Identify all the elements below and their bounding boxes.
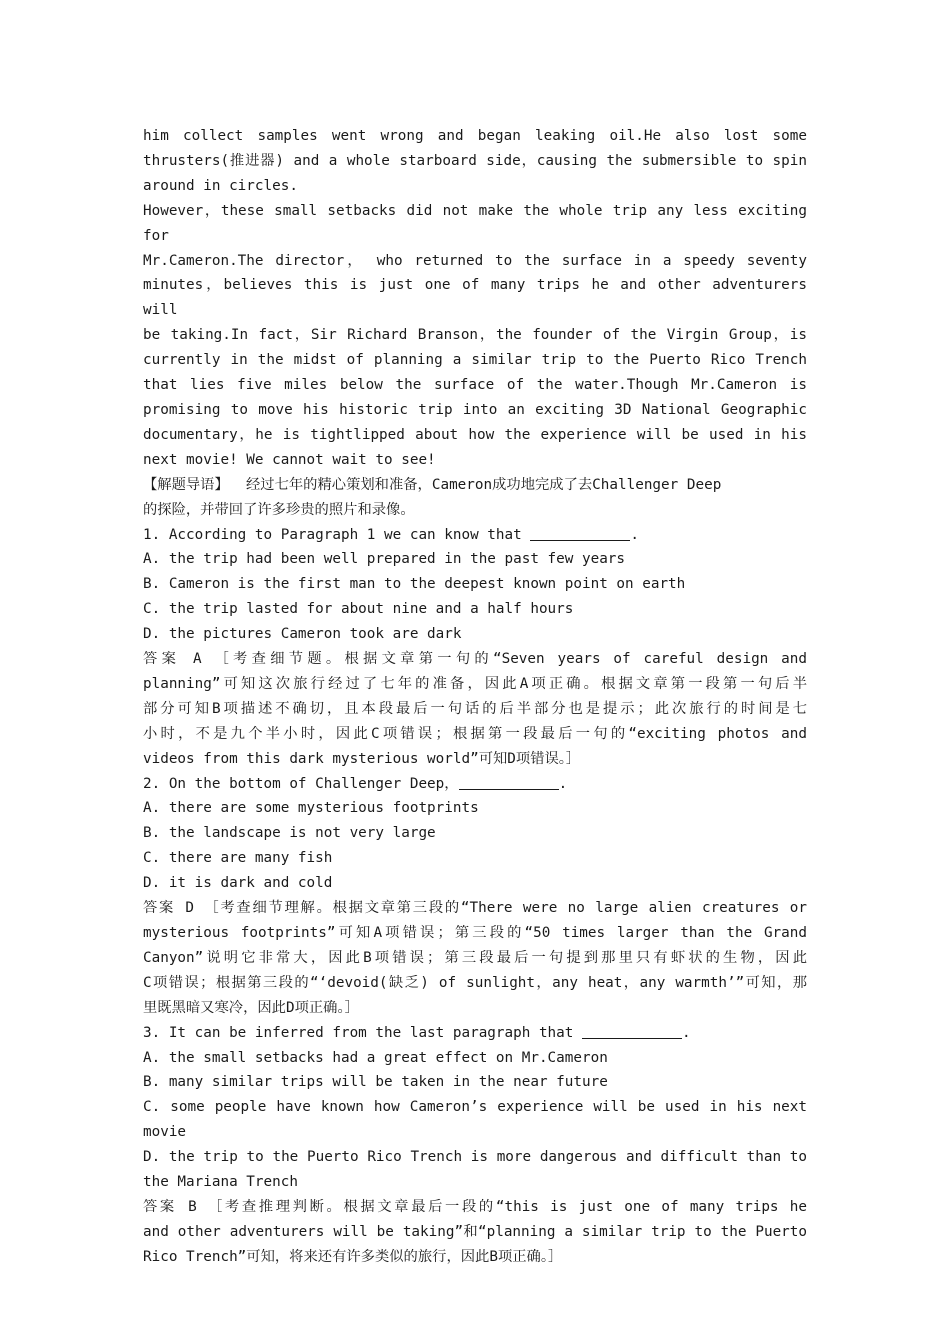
answer-blank (459, 774, 559, 790)
question-stem: 3. It can be inferred from the last paragraph that . (143, 1024, 691, 1041)
answer-line: mysterious footprints”可知A项错误；第三段的“50 times larger than the Grand (143, 925, 807, 941)
guide-line-2: 的探险，并带回了许多珍贵的照片和录像。 (143, 501, 415, 518)
answer-line: 里既黑暗又寒冷，因此D项正确。］ (143, 999, 359, 1016)
answer-line: C项错误；根据第三段的“‘devoid(缺乏) of sunlight，any heat，any warmth’”可知，那 (143, 974, 807, 991)
option-d: D. it is dark and cold (143, 875, 333, 892)
option-d-continued: the Mariana Trench (143, 1174, 298, 1191)
option-a: A. there are some mysterious footprints (143, 800, 479, 817)
option-b: B. Cameron is the first man to the deepest known point on earth (143, 576, 686, 593)
guide-line (143, 473, 807, 498)
question-1 (143, 523, 807, 772)
option-b: B. many similar trips will be taken in the near future (143, 1074, 608, 1091)
option-c: C. there are many fish (143, 850, 333, 867)
answer-line: and other adventurers will be taking”和“planning a similar trip to the Puerto (143, 1223, 807, 1240)
passage-line: him collect samples went wrong and began leaking oil.He also lost some (143, 128, 807, 144)
answer-line: videos from this dark mysterious world”可知D项错误。］ (143, 750, 581, 767)
guide-text: 经过七年的精心策划和准备，Cameron成功地完成了去Challenger Deep (228, 476, 722, 493)
passage-line: promising to move his historic trip into an exciting 3D National Geographic (143, 401, 807, 418)
passage (143, 124, 807, 473)
option-c-continued: movie (143, 1124, 187, 1141)
passage-line: around in circles. (143, 177, 298, 194)
document-page (143, 124, 807, 1270)
guide-section (143, 473, 807, 523)
passage-line: documentary，he is tightlipped about how the experience will be used in his (143, 426, 807, 443)
option-d: D. the pictures Cameron took are dark (143, 626, 462, 643)
answer-line: Canyon”说明它非常大，因此B项错误；第三段最后一句提到那里只有虾状的生物，因此 (143, 949, 807, 966)
passage-line: However，these small setbacks did not make the whole trip any less exciting for (143, 202, 807, 244)
passage-line: thrusters(推进器) and a whole starboard side，causing the submersible to spin (143, 152, 807, 169)
question-stem: 2. On the bottom of Challenger Deep， . (143, 775, 568, 792)
answer-line: 部分可知B项描述不确切，且本段最后一句话的后半部分也是提示；此次旅行的时间是七 (143, 700, 807, 717)
answer-line: Rico Trench”可知，将来还有许多类似的旅行，因此B项正确。］ (143, 1248, 563, 1265)
question-2 (143, 772, 807, 1021)
option-d: D. the trip to the Puerto Rico Trench is more dangerous and difficult than to (143, 1149, 807, 1166)
question-stem: 1. According to Paragraph 1 we can know that . (143, 526, 639, 543)
answer-blank (582, 1023, 682, 1039)
answer-line: 答案 B ［考查推理判断。根据文章最后一段的“this is just one of many trips he (143, 1198, 807, 1215)
guide-label: 【解题导语】 (143, 476, 229, 493)
option-c: C. the trip lasted for about nine and a half hours (143, 601, 574, 618)
passage-line: Mr.Cameron.The director， who returned to the surface in a speedy seventy (143, 252, 807, 269)
answer-line: 答案 A ［考查细节题。根据文章第一句的“Seven years of careful design and (143, 651, 807, 668)
option-c: C. some people have known how Cameron’s experience will be used in his next (143, 1099, 807, 1116)
passage-line: be taking.In fact，Sir Richard Branson，the founder of the Virgin Group，is (143, 327, 807, 344)
passage-line: next movie! We cannot wait to see! (143, 451, 436, 468)
option-a: A. the trip had been well prepared in the past few years (143, 551, 626, 568)
answer-line: 答案 D ［考查细节理解。根据文章第三段的“There were no large alien creatures or (143, 900, 807, 917)
passage-line: that lies five miles below the surface of the water.Though Mr.Cameron is (143, 377, 807, 394)
answer-line: 小时，不是九个半小时，因此C项错误；根据第一段最后一句的“exciting photos and (143, 725, 807, 742)
option-a: A. the small setbacks had a great effect on Mr.Cameron (143, 1049, 608, 1066)
question-3 (143, 1021, 807, 1270)
option-b: B. the landscape is not very large (143, 825, 436, 842)
answer-line: planning”可知这次旅行经过了七年的准备，因此A项正确。根据文章第一段第一句后半 (143, 675, 807, 692)
passage-line: minutes，believes this is just one of many trips he and other adventurers will (143, 277, 807, 319)
passage-line: currently in the midst of planning a similar trip to the Puerto Rico Trench (143, 352, 807, 369)
answer-blank (530, 525, 630, 541)
